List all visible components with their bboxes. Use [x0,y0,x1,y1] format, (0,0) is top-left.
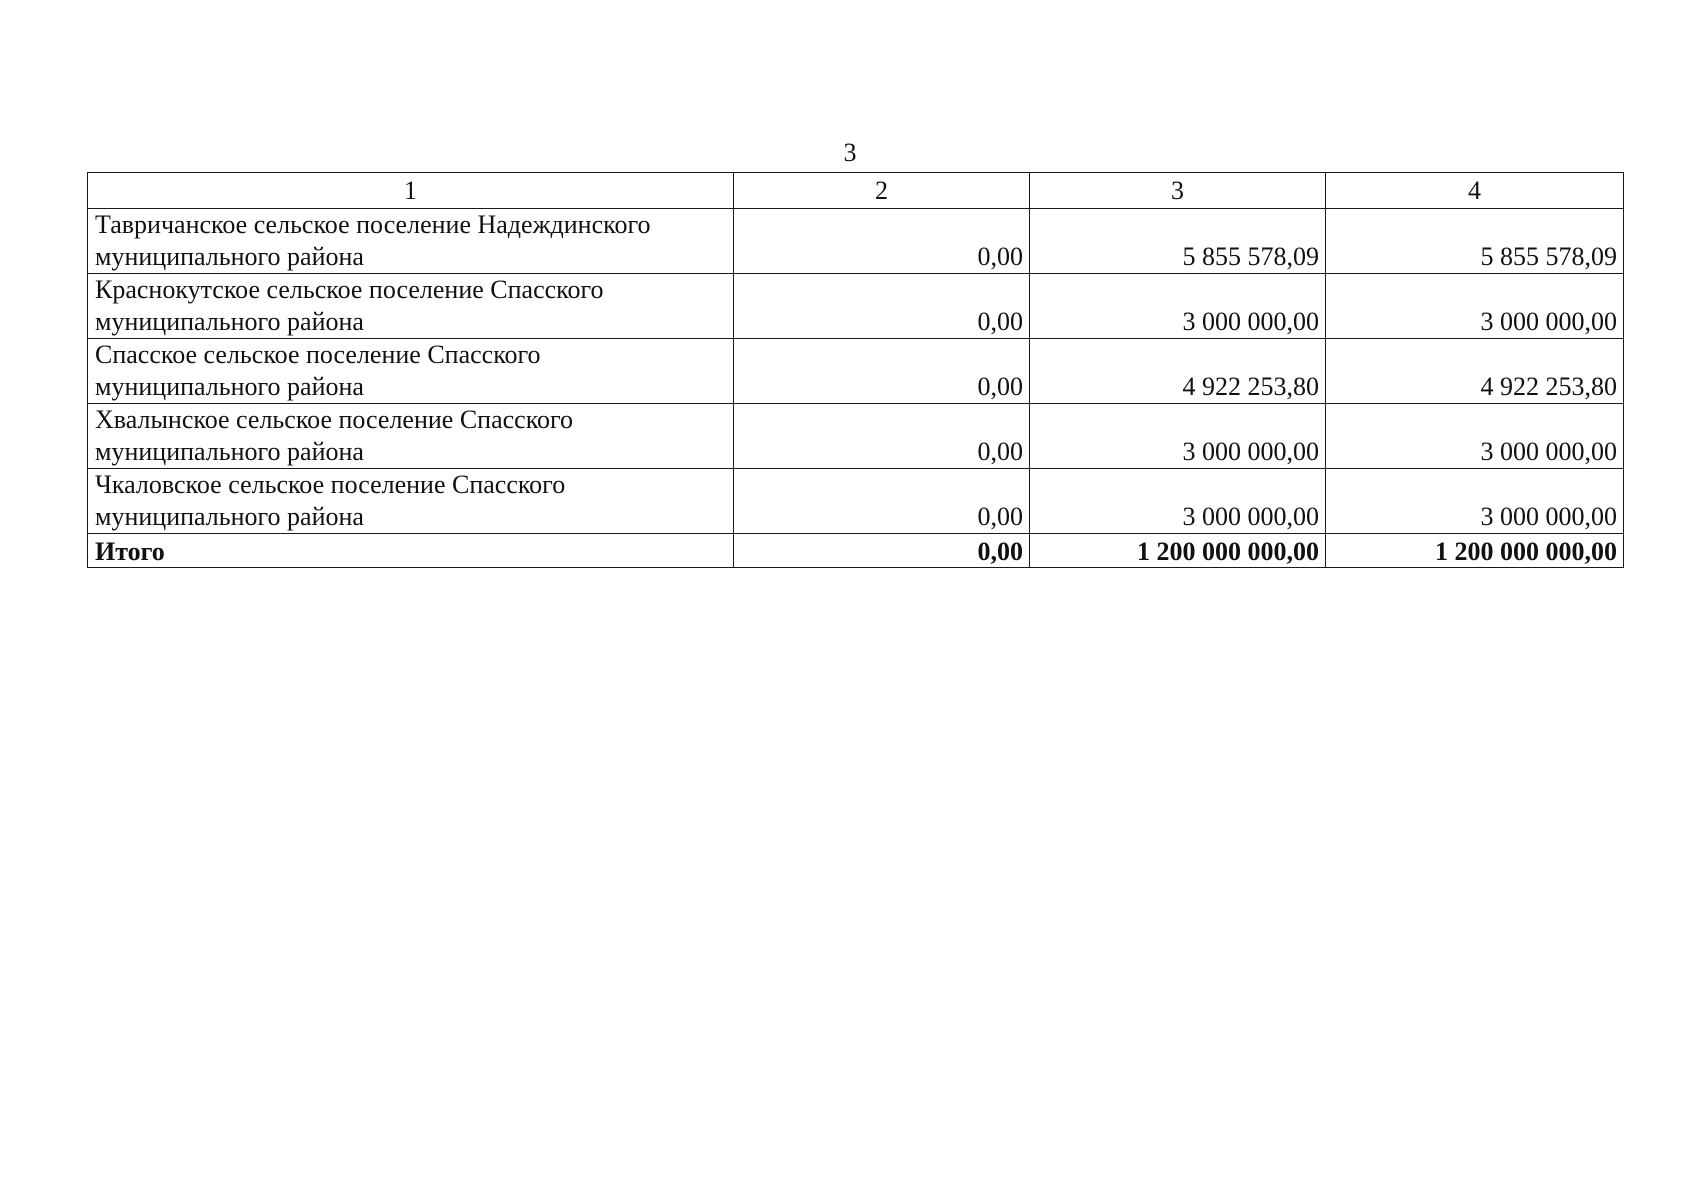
settlement-name-line: муниципального района [95,242,364,271]
budget-table [87,172,1624,568]
column-header-3: 3 [1030,173,1326,209]
total-col3: 1 200 000 000,00 [1030,534,1326,568]
settlement-name-line: муниципального района [95,437,364,466]
column-header-1: 1 [88,173,734,209]
column-header-4: 4 [1326,173,1624,209]
table-row [88,209,1624,274]
settlement-name-cell [88,274,734,339]
value-cell-col2: 0,00 [734,339,1030,404]
settlement-name-cell [88,339,734,404]
table-header-row [88,173,1624,209]
settlement-name-cell [88,469,734,534]
table-row [88,339,1624,404]
settlement-name-line: муниципального района [95,502,364,531]
settlement-name-line: Хвалынское сельское поселение Спасского [95,405,574,434]
settlement-name-cell [88,404,734,469]
total-col4: 1 200 000 000,00 [1326,534,1624,568]
value-cell-col3: 3 000 000,00 [1030,469,1326,534]
value-cell-col2: 0,00 [734,209,1030,274]
value-cell-col4: 4 922 253,80 [1326,339,1624,404]
total-row [88,534,1624,568]
settlement-name-line: Спасское сельское поселение Спасского [95,340,541,369]
value-cell-col3: 3 000 000,00 [1030,274,1326,339]
total-label: Итого [88,534,734,568]
settlement-name-line: муниципального района [95,307,364,336]
value-cell-col2: 0,00 [734,404,1030,469]
value-cell-col3: 4 922 253,80 [1030,339,1326,404]
value-cell-col2: 0,00 [734,469,1030,534]
value-cell-col4: 3 000 000,00 [1326,274,1624,339]
value-cell-col3: 5 855 578,09 [1030,209,1326,274]
table-row [88,274,1624,339]
value-cell-col4: 5 855 578,09 [1326,209,1624,274]
page-number: 3 [843,138,857,167]
table-row [88,404,1624,469]
settlement-name-cell [88,209,734,274]
value-cell-col4: 3 000 000,00 [1326,469,1624,534]
column-header-2: 2 [734,173,1030,209]
settlement-name-line: Тавричанское сельское поселение Надеждинского [95,210,651,239]
total-col2: 0,00 [734,534,1030,568]
value-cell-col2: 0,00 [734,274,1030,339]
settlement-name-line: Чкаловское сельское поселение Спасского [95,470,566,499]
value-cell-col3: 3 000 000,00 [1030,404,1326,469]
settlement-name-line: муниципального района [95,372,364,401]
value-cell-col4: 3 000 000,00 [1326,404,1624,469]
settlement-name-line: Краснокутское сельское поселение Спасского [95,275,604,304]
table-row [88,469,1624,534]
